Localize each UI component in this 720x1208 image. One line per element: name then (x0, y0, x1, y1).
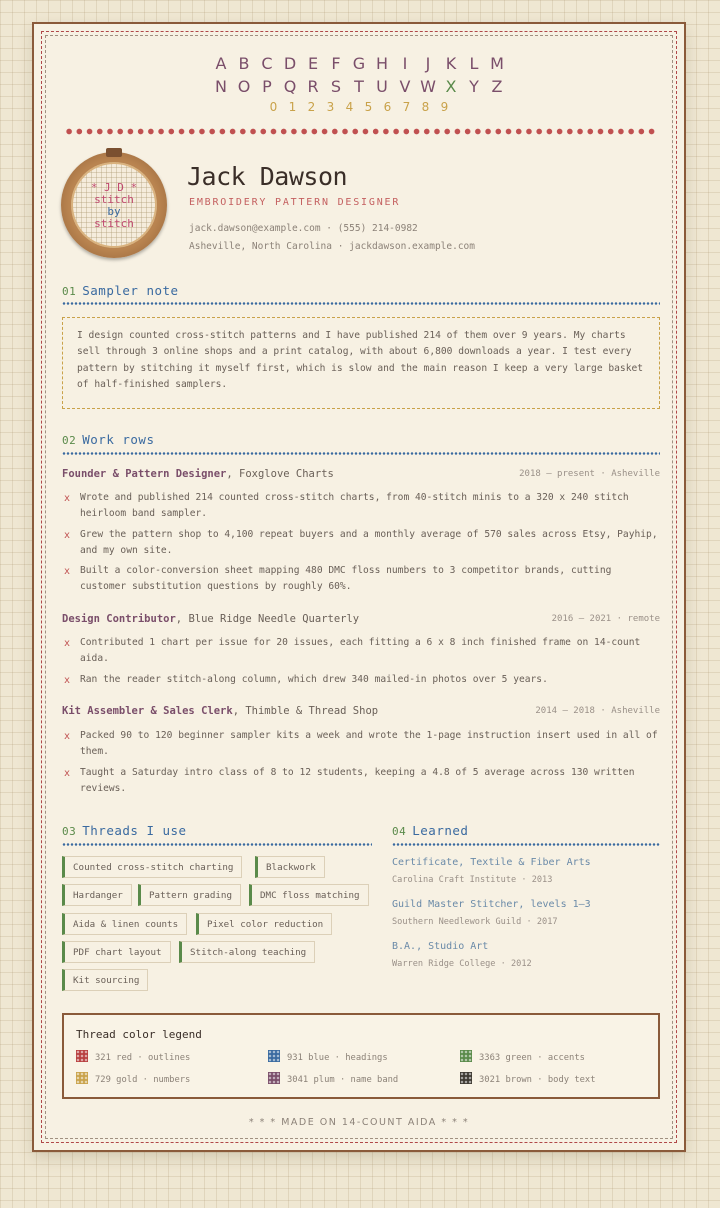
cross-stitch-icon: x (64, 493, 71, 504)
section-rule (392, 843, 660, 846)
job-header (62, 705, 660, 717)
alphabet-letter: B (238, 54, 250, 73)
list-item: x Wrote and published 214 counted cross-stitch charts, from 40-stitch minis to a 320 x 240 stitch heirloom band sampler. (64, 492, 629, 520)
alphabet-letter: P (262, 77, 272, 96)
skill-chip: Stitch-along teaching (179, 941, 315, 963)
thread-color-legend (62, 1013, 660, 1099)
sampler-note: I design counted cross-stitch patterns and I have published 214 of them over 9 years. My charts sell through 3 online shops and a print catalog, with about 6,800 downloads a year. I test every pattern by stitching it myself first, which is slow and the main reason I keep a very large basket of half-finished samplers. (62, 317, 660, 409)
alphabet-letter: L (469, 54, 479, 73)
list-item: x Contributed 1 chart per issue for 20 issues, each fitting a 6 x 8 inch finished frame on 14-count aida. (64, 637, 641, 665)
skill-chip: PDF chart layout (62, 941, 171, 963)
alphabet-letter: J (425, 54, 431, 73)
alphabet-letter: G (352, 54, 366, 73)
section-heading-work (62, 432, 154, 447)
list-item: x Packed 90 to 120 beginner sampler kits a week and wrote the 1-page instruction insert used in all of them. (64, 730, 658, 758)
job-date: 2014 – 2018 · Asheville (535, 706, 660, 716)
section-heading-note (62, 283, 179, 298)
hoop-text: by (107, 205, 121, 218)
alphabet-letter: W (420, 77, 436, 96)
section-title: Work rows (82, 432, 155, 447)
alphabet-letter: T (354, 77, 364, 96)
digit: 3 (326, 100, 335, 114)
thread-swatch-icon (268, 1050, 280, 1062)
list-item: x Taught a Saturday intro class of 8 to 12 students, keeping a 4.8 of 5 average across 130 written reviews. (64, 767, 635, 795)
legend-item: 3041 plum · name band (268, 1072, 398, 1085)
legend-item: 3021 brown · body text (460, 1072, 596, 1085)
education-subtitle: Carolina Craft Institute · 2013 (392, 875, 553, 885)
digits-row (34, 100, 684, 114)
alphabet-letter: F (331, 54, 341, 73)
alphabet-letter: U (376, 77, 388, 96)
cross-stitch-icon: x (64, 731, 71, 742)
legend-item: 321 red · outlines (76, 1050, 190, 1063)
section-number: 02 (62, 434, 77, 447)
hoop-initials: * J D * (90, 181, 138, 194)
skill-chip: Pattern grading (138, 884, 241, 906)
footer-note: * * * MADE ON 14-COUNT AIDA * * * (248, 1117, 470, 1128)
thread-swatch-icon (460, 1072, 472, 1084)
section-rule (62, 302, 660, 305)
hoop-text: stitch (94, 193, 134, 206)
education-title: B.A., Studio Art (392, 941, 489, 952)
alphabet-letter: V (399, 77, 411, 96)
hoop-fabric (71, 162, 157, 248)
job-title: Kit Assembler & Sales Clerk (62, 705, 233, 717)
legend-item: 729 gold · numbers (76, 1072, 190, 1085)
digit: 1 (288, 100, 297, 114)
job-role: EMBROIDERY PATTERN DESIGNER (189, 197, 401, 208)
contact-line: jack.dawson@example.com · (555) 214-0982 (189, 223, 418, 234)
job-header (62, 613, 660, 625)
digit: 0 (269, 100, 278, 114)
thread-swatch-icon (76, 1072, 88, 1084)
alphabet-letter: A (215, 54, 227, 73)
digit: 2 (307, 100, 316, 114)
section-title: Threads I use (82, 823, 187, 838)
education-title: Guild Master Stitcher, levels 1–3 (392, 899, 591, 910)
alphabet-letter: H (375, 54, 389, 73)
job-date: 2016 – 2021 · remote (551, 614, 660, 624)
cross-stitch-icon: x (64, 768, 71, 779)
cross-stitch-icon: x (64, 530, 71, 541)
job-date: 2018 – present · Asheville (519, 469, 660, 479)
section-heading-learned (392, 823, 468, 838)
section-rule (62, 843, 372, 846)
education-title: Certificate, Textile & Fiber Arts (392, 857, 591, 868)
section-rule (62, 452, 660, 455)
list-item: x Built a color-conversion sheet mapping 480 DMC floss numbers to 3 competitor brands, cutting customer substitution questions by roughly 60%. (64, 565, 612, 593)
alphabet-letter: Z (491, 77, 503, 96)
skill-chip: Hardanger (62, 884, 132, 906)
section-title: Learned (412, 823, 469, 838)
embroidery-hoop-icon (61, 152, 167, 258)
alphabet-row-2 (34, 77, 684, 96)
alphabet-letter: Q (283, 77, 297, 96)
alphabet-letter: E (307, 54, 319, 73)
alphabet-letter: M (490, 54, 504, 73)
education-subtitle: Southern Needlework Guild · 2017 (392, 917, 558, 927)
alphabet-letter: S (330, 77, 342, 96)
list-item: x Grew the pattern shop to 4,100 repeat buyers and a monthly average of 570 sales across Etsy, Payhip, and my own site. (64, 529, 658, 557)
digit: 4 (345, 100, 354, 114)
skill-chip: Pixel color reduction (196, 913, 332, 935)
education-subtitle: Warren Ridge College · 2012 (392, 959, 532, 969)
digit: 6 (383, 100, 392, 114)
alphabet-letter: N (215, 77, 227, 96)
hoop-screw (106, 148, 122, 157)
legend-item: 931 blue · headings (268, 1050, 388, 1063)
thread-swatch-icon (76, 1050, 88, 1062)
dotted-divider (64, 128, 658, 135)
section-number: 03 (62, 825, 77, 838)
list-item: x Ran the reader stitch-along column, which drew 340 mailed-in photos over 5 years. (62, 672, 660, 688)
person-name: Jack Dawson (187, 162, 348, 191)
cross-stitch-icon: x (64, 638, 71, 649)
section-number: 01 (62, 285, 77, 298)
alphabet-letter: I (402, 54, 408, 73)
alphabet-letter: C (261, 54, 273, 73)
job-org: , Foxglove Charts (226, 468, 334, 480)
section-number: 04 (392, 825, 407, 838)
digit: 7 (402, 100, 411, 114)
contact-line: Asheville, North Carolina · jackdawson.example.com (189, 241, 475, 252)
digit: 5 (364, 100, 373, 114)
job-title: Design Contributor (62, 613, 176, 625)
resume-sheet (32, 22, 686, 1152)
alphabet-letter: O (237, 77, 251, 96)
section-heading-threads (62, 823, 187, 838)
job-org: , Thimble & Thread Shop (232, 705, 379, 717)
skill-chip: Kit sourcing (62, 969, 148, 991)
cross-stitch-icon: x (64, 566, 71, 577)
section-title: Sampler note (82, 283, 179, 298)
alphabet-row-1 (34, 54, 684, 73)
job-org: , Blue Ridge Needle Quarterly (175, 613, 360, 625)
alphabet-letter: X (445, 77, 457, 96)
job-title: Founder & Pattern Designer (62, 468, 227, 480)
digit: 8 (421, 100, 430, 114)
cross-stitch-icon: x (64, 675, 71, 686)
skill-chip: Blackwork (255, 856, 325, 878)
thread-swatch-icon (460, 1050, 472, 1062)
hoop-text: stitch (94, 217, 134, 230)
skill-chip: Counted cross-stitch charting (62, 856, 242, 878)
alphabet-letter: K (445, 54, 457, 73)
thread-swatch-icon (268, 1072, 280, 1084)
skill-chip: Aida & linen counts (62, 913, 187, 935)
alphabet-letter: R (307, 77, 319, 96)
alphabet-letter: D (283, 54, 297, 73)
alphabet-letter: Y (469, 77, 479, 96)
legend-item: 3363 green · accents (460, 1050, 585, 1063)
skill-chip: DMC floss matching (249, 884, 369, 906)
digit: 9 (440, 100, 449, 114)
legend-title: Thread color legend (76, 1028, 202, 1041)
job-header (62, 468, 660, 480)
